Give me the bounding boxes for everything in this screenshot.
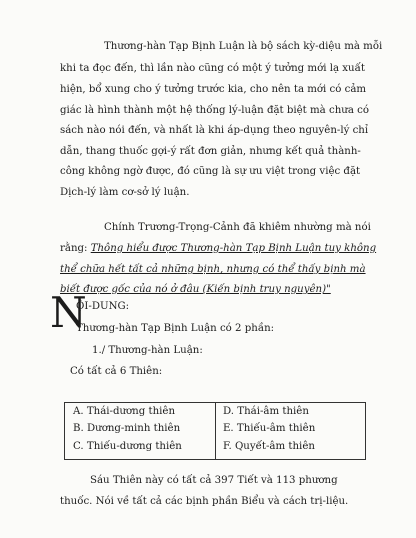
chapter-f: F. Quyết-âm thiên [223, 441, 315, 452]
section-intro: Thương-hàn Tạp Bịnh Luận có 2 phần: [76, 323, 275, 334]
para1-line-8: Dịch-lý làm cơ-sở lý luận. [60, 187, 190, 198]
chapter-e: E. Thiếu-âm thiên [223, 423, 316, 434]
para1-line-7: công không ngờ được, đó cũng là sự ưu việt trong việc đặt [60, 166, 361, 177]
para2-line-2 [60, 242, 376, 255]
has-six: Có tất cả 6 Thiên: [70, 366, 163, 377]
para1-line-2: khi ta đọc đến, thì lần nào cũng có một ý tưởng mới lạ xuất [60, 63, 365, 74]
para1-line-1: Thương-hàn Tạp Bịnh Luận là bộ sách kỳ-diệu mà mỗi [104, 41, 383, 52]
para2-prefix: rằng: [60, 243, 91, 254]
part1-label: 1./ Thương-hàn Luận: [92, 345, 203, 356]
para1-line-5: sách nào nói đến, và nhất là khi áp-dụng theo nguyên-lý chỉ [60, 125, 369, 136]
section-initial: N [50, 288, 87, 337]
closing-line-1: Sáu Thiên này có tất cả 397 Tiết và 113 phương [90, 475, 338, 486]
section-heading: ỘI-DUNG: [76, 301, 130, 312]
para2-line-1: Chính Trương-Trọng-Cảnh đã khiêm nhường mà nói [104, 222, 371, 233]
table-divider [215, 403, 216, 459]
quote-line-1: Thông hiểu được Thương-hàn Tạp Bịnh Luận tuy không [90, 243, 377, 254]
para1-line-6: dẫn, thang thuốc gợi-ý rất đơn giản, nhưng kết quả thành- [60, 146, 361, 157]
chapter-a: A. Thái-dương thiên [73, 406, 176, 417]
chapter-d: D. Thái-âm thiên [223, 406, 309, 417]
closing-line-2: thuốc. Nói về tất cả các bịnh phần Biểu và cách trị-liệu. [60, 496, 349, 507]
quote-line-2: thể chữa hết tất cả những bịnh, nhưng có thể thấy bịnh mà [60, 264, 366, 275]
para1-line-4: giác là hình thành một hệ thống lý-luận đặt biệt mà chưa có [60, 105, 369, 116]
quote-line-3: biết được gốc của nó ở đâu (Kiến bịnh truy nguyên)" [60, 284, 331, 295]
para1-line-3: hiện, bổ xung cho ý tưởng trước kia, cho nên ta mới có cảm [60, 84, 367, 95]
chapter-c: C. Thiếu-dương thiên [73, 441, 182, 452]
chapter-b: B. Dương-minh thiên [73, 423, 181, 434]
chapters-table [64, 402, 366, 460]
